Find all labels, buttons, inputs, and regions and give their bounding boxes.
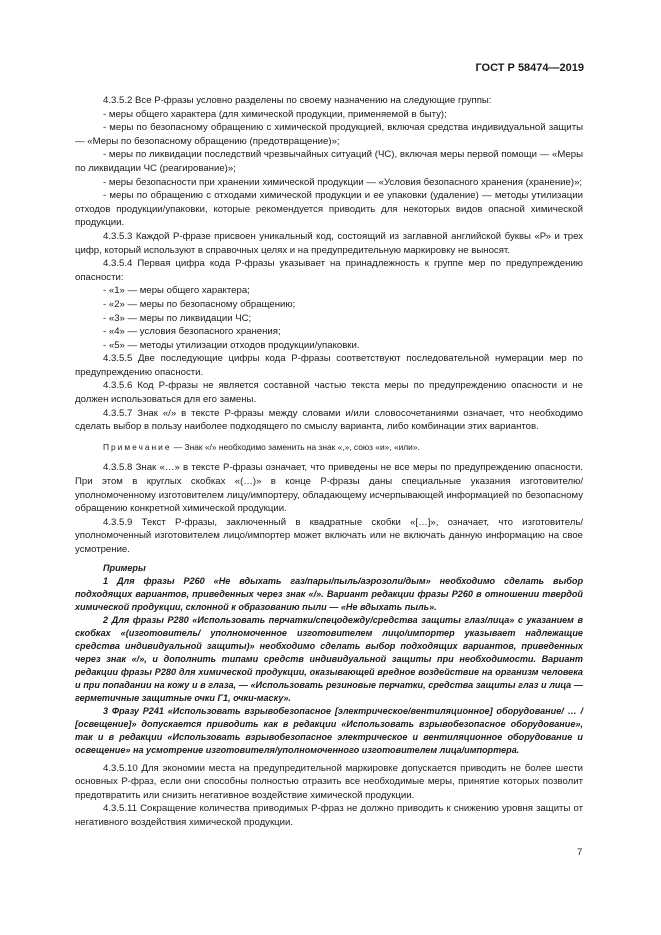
list-item: - «1» — меры общего характера; <box>103 285 250 297</box>
list-item: - «2» — меры по безопасному обращению; <box>103 298 296 310</box>
paragraph-4-3-5-10: 4.3.5.10 Для экономии места на предупредительной маркировке допускается приводить не более шести основных Р-фраз, если они способны полностью отразить все необходимые меры, принятие которых позволит предотвратить или снизить негативное воздействие химической продукции. <box>75 762 583 801</box>
example-item: 1 Для фразы Р260 «Не вдыхать газ/пары/пыль/аэрозоли/дым» необходимо сделать выбор подходящих вариантов, приведенных через знак «/». Вариант редакции фразы Р260 в отношении твердой химической продукции, склонной к образованию пыли — «Не вдыхать пыль». <box>75 575 583 612</box>
paragraph-4-3-5-7: 4.3.5.7 Знак «/» в тексте Р-фразы между словами и/или словосочетаниями означает, что необходимо сделать выбор в пользу наиболее подходящего по смыслу варианта, либо комбинации этих вариантов. <box>75 407 583 433</box>
list-item: - «4» — условия безопасного хранения; <box>103 326 281 338</box>
paragraph-4-3-5-2: 4.3.5.2 Все Р-фразы условно разделены по своему назначению на следующие группы: <box>103 95 492 106</box>
paragraph-4-3-5-5: 4.3.5.5 Две последующие цифры кода Р-фразы соответствуют последовательной нумерации мер по предупреждению опасности. <box>75 353 583 378</box>
paragraph-4-3-5-9: 4.3.5.9 Текст Р-фразы, заключенный в квадратные скобки «[…]», означает, что изготовитель/уполномоченный изготовителем лицо/импортер может включать или не включать данную информацию на свое усмотрение. <box>75 516 583 555</box>
example-item: 2 Для фразы Р280 «Использовать перчатки/спецодежду/средства защиты глаз/лица» с указанием в скобках «(изготовитель/ уполномоченное изготовителем лицо/импортер указывает надлежащие средства индивидуальной защиты)» необходимо сделать выбор подходящих вариантов, приведенных через знак «/», и дополнить типами средств индивидуальной защиты при необходимости. Вариант редакции фразы Р280 для химической продукции, оказывающей вредное воздействие на организм человека и при попадании на кожу и в глаза, — «Использовать резиновые перчатки, средства защиты глаз и лица — герметичные защитные очки Г1, очки-маску». <box>75 614 583 703</box>
list-item: - меры общего характера (для химической продукции, применяемой в быту); <box>103 108 447 120</box>
document-standard-number: ГОСТ Р 58474—2019 <box>475 62 584 74</box>
paragraph-4-3-5-4: 4.3.5.4 Первая цифра кода Р-фразы указывает на принадлежность к группе мер по предупреждению опасности: <box>75 258 583 283</box>
note <box>75 441 583 455</box>
paragraph-4-3-5-6: 4.3.5.6 Код Р-фразы не является составной частью текста меры по предупреждению опасности и не должен использоваться для его замены. <box>75 380 583 406</box>
paragraph-4-3-5-8: 4.3.5.8 Знак «…» в тексте Р-фразы означает, что приведены не все меры по предупреждению опасности. При этом в круглых скобках «(…)» в конце Р-фразы даны специальные указания изготовителю/уполномоченному изготовителем лицу/импортеру, обладающему исчерпывающей информацией по безопасному обращению конкретной химической продукции. <box>75 462 583 515</box>
paragraph-4-3-5-11: 4.3.5.11 Сокращение количества приводимых Р-фраз не должно приводить к снижению уровня защиты от негативного воздействия химической продукции. <box>75 803 583 828</box>
list-item: - «5» — методы утилизации отходов продукции/упаковки. <box>103 339 360 351</box>
example-item: 3 Фразу Р241 «Использовать взрывобезопасное [электрическое/вентиляционное] оборудование/ … / [освещение]» допускается приводить как в редакции «Использовать взрывобезопасное оборудование», так и в редакции «Использовать взрывобезопасное электрическое и вентиляционное оборудование и освещение» на усмотрение изготовителя/уполномоченного изготовителем лица/импортера. <box>75 705 583 755</box>
list-item: - «3» — меры по ликвидации ЧС; <box>103 312 252 324</box>
paragraph-4-3-5-3: 4.3.5.3 Каждой Р-фразе присвоен уникальный код, состоящий из заглавной английской буквы «Р» и трех цифр, который используют в справочных целях и на предупредительную маркировку не выносят. <box>75 230 583 256</box>
page-number: 7 <box>577 847 583 858</box>
note-label: Примечание <box>103 441 172 452</box>
document-body <box>75 94 583 830</box>
examples-title: Примеры <box>103 562 146 573</box>
note-text: — Знак «/» необходимо заменить на знак «,», союз «и», «или». <box>171 441 420 452</box>
list-item: - меры по безопасному обращению с химической продукцией, включая средства индивидуальной защиты — «Меры по безопасному обращению (предотвращение)»; <box>75 122 583 147</box>
list-item: - меры по обращению с отходами химической продукции и ее упаковки (удаление) — методы утилизации отходов продукции/упаковки, которые рекомендуется приводить для некоторых видов опасной химической продукции. <box>75 190 583 229</box>
list-item: - меры по ликвидации последствий чрезвычайных ситуаций (ЧС), включая меры первой помощи — «Меры по ликвидации ЧС (реагирование)»; <box>75 149 583 174</box>
list-item: - меры безопасности при хранении химической продукции — «Условия безопасного хранения (хранение)»; <box>103 176 583 188</box>
